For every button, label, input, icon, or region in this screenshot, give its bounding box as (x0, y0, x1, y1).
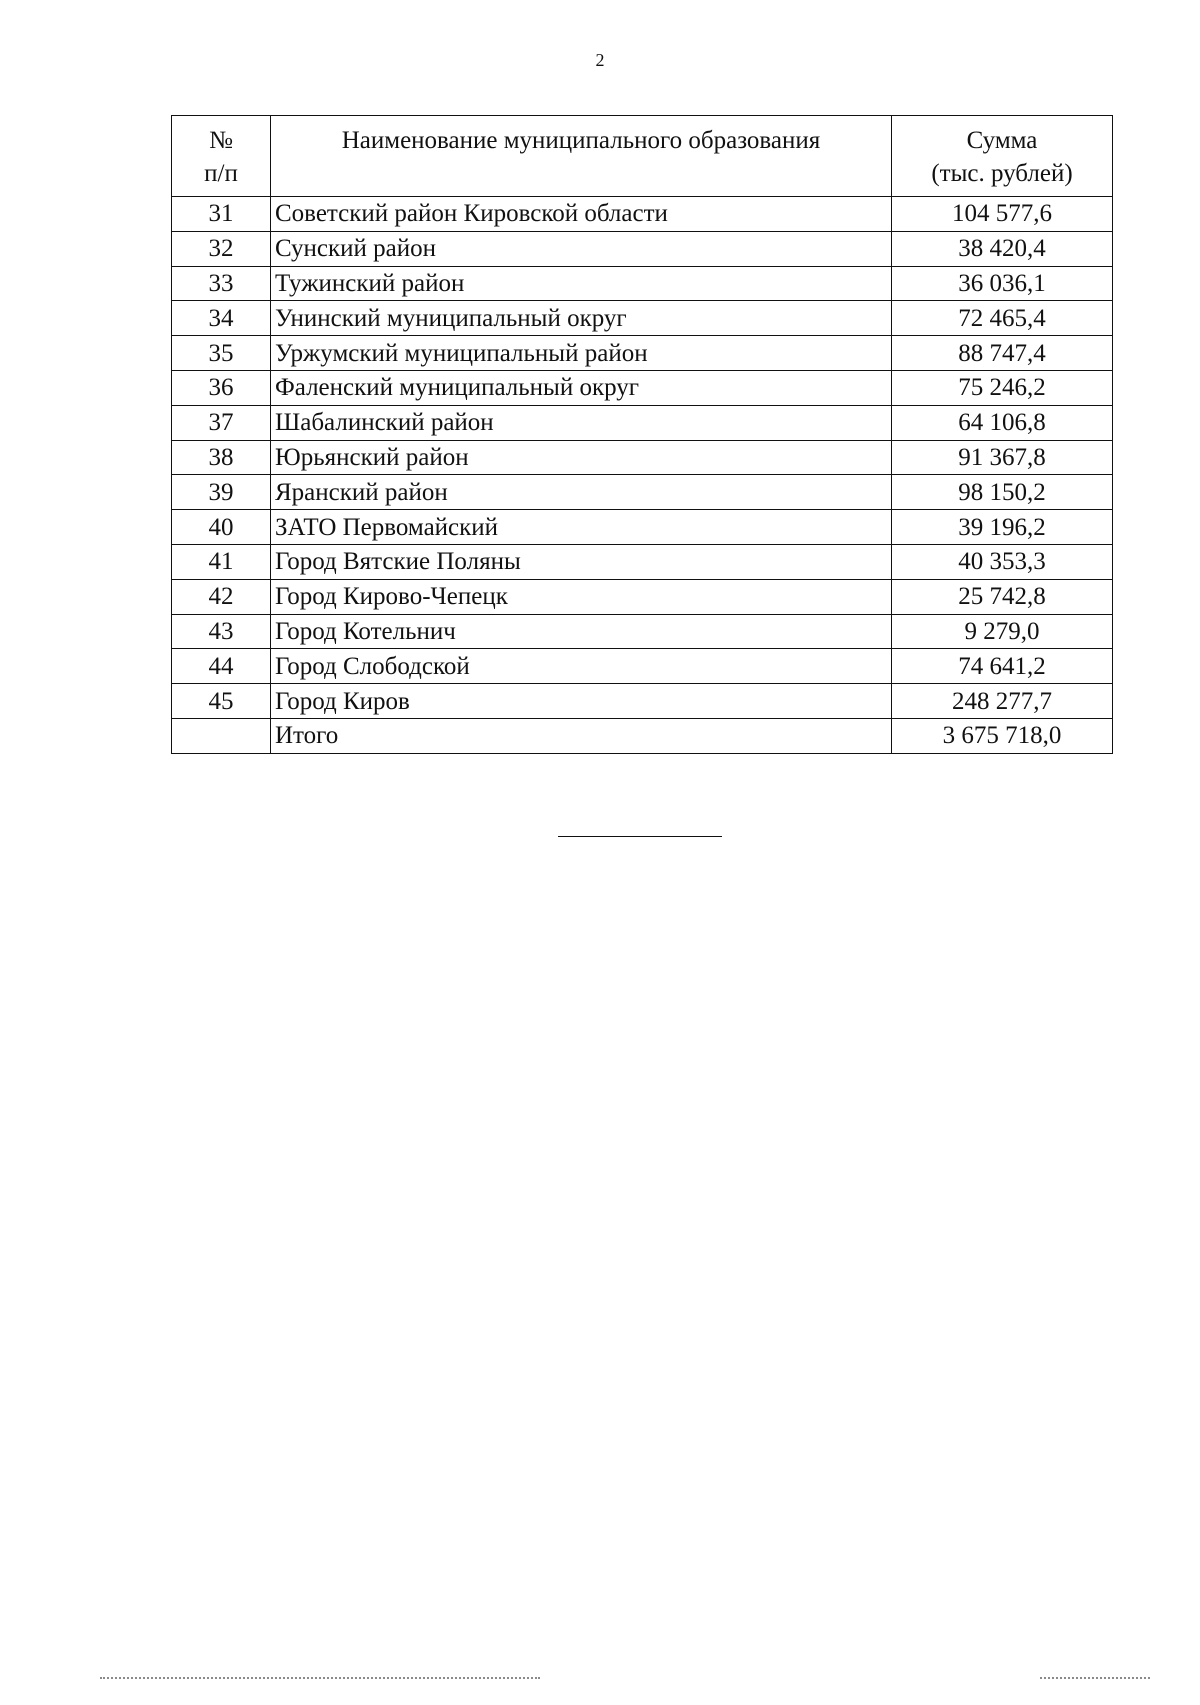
header-sum (892, 116, 1113, 197)
row-number: 42 (172, 579, 271, 614)
row-name: Сунский район (271, 231, 892, 266)
row-sum: 38 420,4 (892, 231, 1113, 266)
row-sum: 88 747,4 (892, 336, 1113, 371)
row-sum: 74 641,2 (892, 649, 1113, 684)
row-sum: 104 577,6 (892, 197, 1113, 232)
header-number (172, 116, 271, 197)
row-name: ЗАТО Первомайский (271, 510, 892, 545)
separator-line (558, 836, 722, 837)
row-sum: 248 277,7 (892, 684, 1113, 719)
table-row (172, 579, 1113, 614)
table-row (172, 649, 1113, 684)
scan-noise-right (1040, 1677, 1150, 1685)
row-sum: 39 196,2 (892, 510, 1113, 545)
row-name: Унинский муниципальный округ (271, 301, 892, 336)
page-number: 2 (595, 50, 605, 70)
row-number: 32 (172, 231, 271, 266)
row-sum: 91 367,8 (892, 440, 1113, 475)
row-name: Тужинский район (271, 266, 892, 301)
row-name: Советский район Кировской области (271, 197, 892, 232)
row-sum: 36 036,1 (892, 266, 1113, 301)
row-sum: 40 353,3 (892, 544, 1113, 579)
row-sum: 72 465,4 (892, 301, 1113, 336)
municipal-sums-table (171, 115, 1113, 754)
row-sum: 64 106,8 (892, 405, 1113, 440)
row-number: 34 (172, 301, 271, 336)
header-number-line2: п/п (204, 160, 238, 187)
table-row (172, 336, 1113, 371)
row-name: Город Вятские Поляны (271, 544, 892, 579)
row-name: Город Кирово-Чепецк (271, 579, 892, 614)
table-row (172, 684, 1113, 719)
total-label: Итого (271, 718, 892, 753)
header-name: Наименование муниципального образования (271, 116, 892, 197)
row-sum: 25 742,8 (892, 579, 1113, 614)
header-sum-line2: (тыс. рублей) (931, 160, 1073, 187)
table-row (172, 475, 1113, 510)
table-row (172, 440, 1113, 475)
row-sum: 98 150,2 (892, 475, 1113, 510)
total-row (172, 718, 1113, 753)
header-sum-line1: Сумма (966, 127, 1038, 154)
table-row (172, 301, 1113, 336)
total-sum: 3 675 718,0 (892, 718, 1113, 753)
table-header-row (172, 116, 1113, 197)
row-number: 43 (172, 614, 271, 649)
row-sum: 75 246,2 (892, 370, 1113, 405)
row-number: 35 (172, 336, 271, 371)
row-number: 39 (172, 475, 271, 510)
table-row (172, 266, 1113, 301)
row-name: Город Котельнич (271, 614, 892, 649)
row-name: Юрьянский район (271, 440, 892, 475)
row-number: 31 (172, 197, 271, 232)
header-number-line1: № (209, 127, 233, 154)
row-name: Шабалинский район (271, 405, 892, 440)
row-number: 40 (172, 510, 271, 545)
row-number: 38 (172, 440, 271, 475)
row-name: Город Киров (271, 684, 892, 719)
row-sum: 9 279,0 (892, 614, 1113, 649)
table-row (172, 544, 1113, 579)
table-row (172, 614, 1113, 649)
total-number (172, 718, 271, 753)
table-row (172, 197, 1113, 232)
row-number: 44 (172, 649, 271, 684)
table-row (172, 370, 1113, 405)
row-number: 41 (172, 544, 271, 579)
table-row (172, 510, 1113, 545)
row-number: 37 (172, 405, 271, 440)
table-body (172, 197, 1113, 754)
row-name: Яранский район (271, 475, 892, 510)
row-name: Уржумский муниципальный район (271, 336, 892, 371)
row-name: Фаленский муниципальный округ (271, 370, 892, 405)
row-name: Город Слободской (271, 649, 892, 684)
row-number: 36 (172, 370, 271, 405)
table-row (172, 405, 1113, 440)
row-number: 45 (172, 684, 271, 719)
table-row (172, 231, 1113, 266)
row-number: 33 (172, 266, 271, 301)
scan-noise-left (100, 1677, 540, 1685)
